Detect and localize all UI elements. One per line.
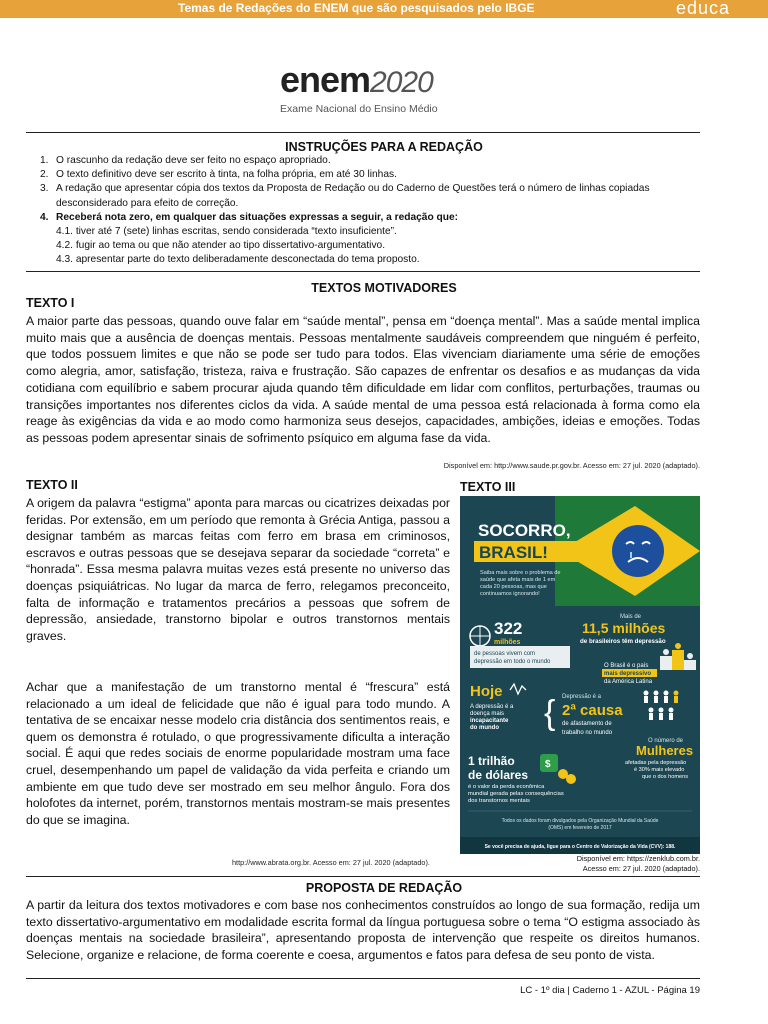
causa-desc: de afastamento de xyxy=(562,721,612,727)
stat-115-desc: de brasileiros têm depressão xyxy=(580,638,666,645)
trilhao-desc: mundial gerada pelas consequências xyxy=(468,791,564,797)
stat-322-desc: depressão em todo o mundo xyxy=(474,659,551,665)
flag-globe xyxy=(612,525,664,577)
stat-322: 322 xyxy=(494,619,523,638)
texto-2-label: TEXTO II xyxy=(26,478,78,492)
logo-main-text: enem xyxy=(280,59,371,100)
intro-line: Saiba mais sobre o problema de xyxy=(480,570,561,576)
intro-line: cada 20 pessoas, mas que xyxy=(480,584,547,590)
texto-1-body: A maior parte das pessoas, quando ouve falar em “saúde mental”, pensa em “doença mental”. Mas a saúde mental implica muito mais que a ausência de doenças mentais. Pessoas mentalmente saudáveis compreendem que ninguém é perfeito, que todos possuem limites e que não se pode ser tudo para todos. Elas vivenciam diariamente uma série de emoções como alegria, amor, satisfação, tristeza, raiva e frustração. São capazes de enfrentar os desafios e as mudanças da vida cotidiana com equilíbrio e sabem procurar ajuda quando têm dificuldade em lidar com conflitos, perturbações, traumas ou transições importantes nos diferentes ciclos da vida. A saúde mental de uma pessoa está relacionada à forma como ela reage às exigências da vida e ao modo como harmoniza seus desejos, capacidades, ambições, ideias e emoções. Todas as pessoas podem apresentar sinais de sofrimento psíquico em alguma fase da vida. xyxy=(26,314,700,445)
women-desc: afetadas pela depressão xyxy=(625,760,687,766)
trilhao-number: 1 trilhão xyxy=(468,754,515,768)
causa-number: 2ª causa xyxy=(562,702,623,719)
women-desc: que o dos homens xyxy=(642,774,689,780)
trilhao-desc: dos transtornos mentais xyxy=(468,798,530,804)
infographic-title-2: BRASIL! xyxy=(479,543,548,562)
hoje-desc: doença mais xyxy=(470,711,505,717)
banner-title: Temas de Redações do ENEM que são pesquisados pelo IBGE xyxy=(178,1,535,15)
instruction-item: 4. Receberá nota zero, em qualquer das situações expressas a seguir, a redação que: xyxy=(40,211,459,223)
infographic-note: (OMS) em fevereiro de 2017 xyxy=(548,825,612,831)
women-prefix: O número de xyxy=(648,738,684,744)
instructions-list xyxy=(40,154,700,268)
instruction-subitem: 4.2. fugir ao tema ou que não atender ao tipo dissertativo-argumentativo. xyxy=(56,240,386,252)
hoje-desc: A depressão é a xyxy=(470,704,514,710)
texto-2-paragraph-2: Achar que a manifestação de um transtorno mental é “frescura” está relacionado a um ideal de felicidade que não é igual para todo mundo. A tentativa de se encaixar nesse modelo cria distância dos sentimentos reais, e quem os demonstra é rotulado, o que progressivamente dificulta a interação social. É aqui que redes sociais de enorme popularidade mostram uma face cruel, desempenhando um papel de validação da vida perfeita e criando um ambiente em que tudo deve ser mostrado em seu melhor ângulo. Fora dos holofotes da internet, porém, transtornos mentais mostram-se mais presentes do que se imagina. xyxy=(26,680,450,827)
logo-year: 2020 xyxy=(370,66,433,99)
top-banner xyxy=(0,0,768,18)
stat-brazil: O Brasil é o país xyxy=(604,663,649,669)
cvv-help-line: Se você precisa de ajuda, ligue para o Centro de Valorização da Vida (CVV): 188. xyxy=(484,844,676,850)
divider xyxy=(26,978,700,979)
hoje-title: Hoje xyxy=(470,683,503,700)
stat-322-unit: milhões xyxy=(494,639,521,646)
stat-brazil: da América Latina xyxy=(604,679,653,685)
infographic-note: Todos os dados foram divulgados pela Organização Mundial da Saúde xyxy=(501,818,659,824)
motivators-title: TEXTOS MOTIVADORES xyxy=(311,281,457,295)
stat-322-desc: de pessoas vivem com xyxy=(474,651,536,657)
women-title: Mulheres xyxy=(636,743,694,758)
page-footer: LC - 1º dia | Caderno 1 - AZUL - Página 19 xyxy=(520,985,700,996)
stat-115: 11,5 milhões xyxy=(582,620,666,636)
hoje-desc: incapacitante xyxy=(470,718,509,724)
women-desc: é 30% mais elevado xyxy=(634,767,685,773)
coin-icon xyxy=(566,774,576,784)
infographic-title-1: SOCORRO, xyxy=(478,521,571,540)
divider xyxy=(26,271,700,272)
logo-subtitle: Exame Nacional do Ensino Médio xyxy=(280,103,438,115)
texto-3-source: Disponível em: https://zenklub.com.br. Acesso em: 27 jul. 2020 (adaptado). xyxy=(576,854,700,873)
svg-text:$: $ xyxy=(545,759,551,770)
instruction-item-continuation: desconsiderado para efeito de correção. xyxy=(56,197,239,209)
causa-prefix: Depressão é a xyxy=(562,694,602,700)
intro-line: continuamos ignorando! xyxy=(480,591,540,597)
causa-desc: trabalho no mundo xyxy=(562,730,613,736)
stat-brazil: mais depressivo xyxy=(604,671,652,677)
trilhao-desc: é o valor da perda econômica xyxy=(468,784,545,790)
stat-115-prefix: Mais de xyxy=(620,614,642,620)
proposal-body: A partir da leitura dos textos motivadores e com base nos conhecimentos construídos ao longo de sua formação, redija um texto dissertativo-argumentativo em modalidade escrita formal da língua portuguesa sobre o tema “O estigma associado às doenças mentais na sociedade brasileira”, apresentando proposta de intervenção que respeite os direitos humanos. Selecione, organize e relacione, de forma coerente e coesa, argumentos e fatos para defesa de seu ponto de vista. xyxy=(26,898,700,963)
depression-infographic xyxy=(460,496,700,854)
instruction-subitem: 4.1. tiver até 7 (sete) linhas escritas, sendo considerada “texto insuficiente”. xyxy=(56,226,397,238)
texto-1-source: Disponível em: http://www.saude.pr.gov.br. Acesso em: 27 jul. 2020 (adaptado). xyxy=(443,461,700,470)
texto-2-paragraph-1: A origem da palavra “estigma” aponta para marcas ou cicatrizes deixadas por feridas. Por extensão, em um período que remonta à Grécia Antiga, passou a designar também as marcas feitas com ferro em brasa em criminosos, escravos e outras pessoas que se desejava separar da sociedade “correta” e “honrada”. Essa mesma palavra muitas vezes está presente no universo das doenças psiquiátricas. No lugar da marca de ferro, relegamos preconceito, falta de informação e tratamentos precários a pessoas que sofrem de depressão, ansiedade, transtorno bipolar e outros transtornos mentais graves. xyxy=(26,496,450,643)
instruction-item: 3. A redação que apresentar cópia dos textos da Proposta de Redação ou do Caderno de Questões terá o número de linhas copiadas xyxy=(40,183,650,195)
divider xyxy=(26,132,700,133)
intro-line: saúde que afeta mais de 1 em xyxy=(480,577,556,583)
instruction-item: 1. O rascunho da redação deve ser feito no espaço apropriado. xyxy=(40,155,331,166)
enem-logo xyxy=(280,59,500,115)
instruction-item: 2. O texto definitivo deve ser escrito à tinta, na folha própria, em até 30 linhas. xyxy=(40,169,397,181)
proposal-title: PROPOSTA DE REDAÇÃO xyxy=(305,881,463,895)
hoje-desc: do mundo xyxy=(470,725,499,731)
instruction-subitem: 4.3. apresentar parte do texto deliberadamente desconectada do tema proposto. xyxy=(56,254,420,266)
educa-logo: educa xyxy=(675,0,730,18)
texto-1-label: TEXTO I xyxy=(26,296,75,310)
texto-3-label: TEXTO III xyxy=(460,480,516,494)
instructions-title: INSTRUÇÕES PARA A REDAÇÃO xyxy=(285,140,483,154)
divider xyxy=(26,876,700,877)
brace-icon: { xyxy=(544,694,556,732)
texto-2-source: http://www.abrata.org.br. Acesso em: 27 jul. 2020 (adaptado). xyxy=(232,858,430,867)
trilhao-unit: de dólares xyxy=(468,768,529,782)
